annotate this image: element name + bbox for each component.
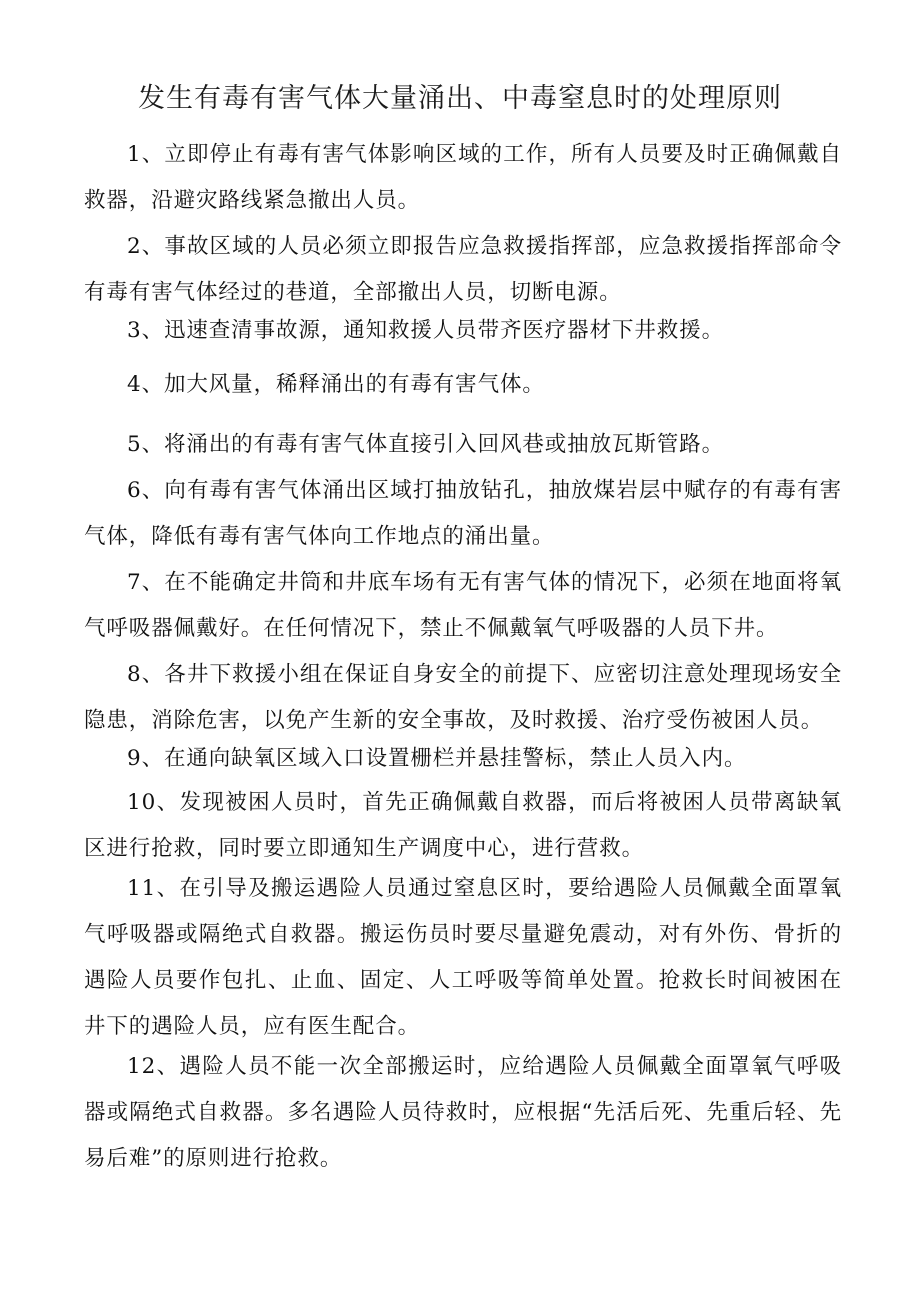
paragraph-12: 12、遇险人员不能一次全部搬运时，应给遇险人员佩戴全面罩氧气呼吸器或隔绝式自救器。多名遇险人员待救时，应根据“先活后死、先重后轻、先易后难”的原则进行抢救。: [84, 1054, 842, 1171]
paragraph-9: 9、在通向缺氧区域入口设置栅栏并悬挂警标，禁止人员入内。: [127, 746, 747, 771]
paragraph-10: 10、发现被困人员时，首先正确佩戴自救器，而后将被困人员带离缺氧区进行抢救，同时要立即通知生产调度中心，进行营救。: [84, 790, 842, 861]
paragraph-7: 7、在不能确定井筒和井底车场有无有害气体的情况下，必须在地面将氧气呼吸器佩戴好。在任何情况下，禁止不佩戴氧气呼吸器的人员下井。: [84, 570, 842, 641]
paragraph-5: 5、将涌出的有毒有害气体直接引入回风巷或抽放瓦斯管路。: [127, 432, 724, 457]
paragraph-6: 6、向有毒有害气体涌出区域打抽放钻孔，抽放煤岩层中赋存的有毒有害气体，降低有毒有害气体向工作地点的涌出量。: [84, 478, 842, 549]
paragraph-11: 11、在引导及搬运遇险人员通过窒息区时，要给遇险人员佩戴全面罩氧气呼吸器或隔绝式自救器。搬运伤员时要尽量避免震动，对有外伤、骨折的遇险人员要作包扎、止血、固定、人工呼吸等简单处置。抢救长时间被困在井下的遇险人员，应有医生配合。: [84, 876, 842, 1039]
paragraph-4: 4、加大风量，稀释涌出的有毒有害气体。: [127, 372, 545, 397]
paragraph-8: 8、各井下救援小组在保证自身安全的前提下、应密切注意处理现场安全隐患，消除危害，以免产生新的安全事故，及时救援、治疗受伤被困人员。: [84, 662, 842, 733]
document-title: 发生有毒有害气体大量涌出、中毒窒息时的处理原则: [138, 83, 782, 114]
paragraph-3: 3、迅速查清事故源，通知救援人员带齐医疗器材下井救援。: [127, 318, 724, 343]
paragraph-1: 1、立即停止有毒有害气体影响区域的工作，所有人员要及时正确佩戴自救器，沿避灾路线紧急撤出人员。: [84, 142, 842, 213]
paragraph-2: 2、事故区域的人员必须立即报告应急救援指挥部，应急救援指挥部命令有毒有害气体经过的巷道，全部撤出人员，切断电源。: [84, 234, 842, 305]
